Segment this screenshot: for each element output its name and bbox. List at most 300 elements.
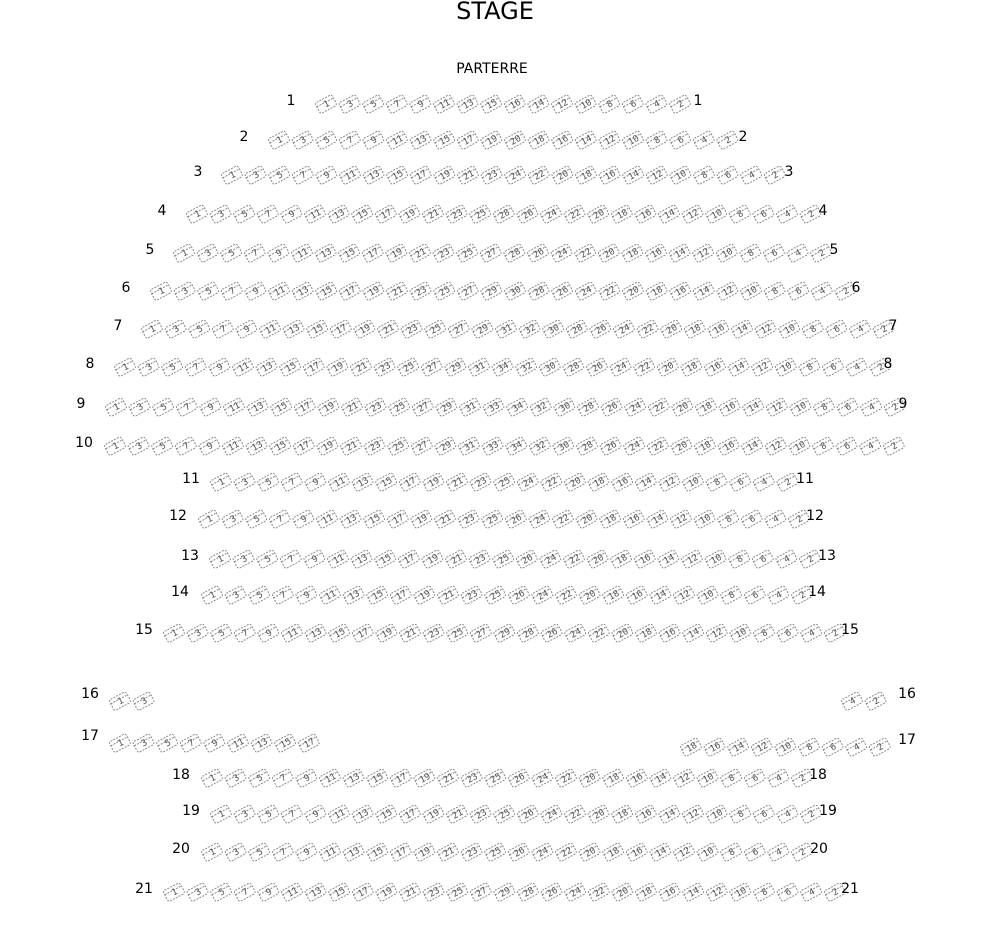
seat[interactable] — [456, 94, 478, 114]
seat[interactable] — [764, 509, 786, 529]
seat[interactable] — [720, 768, 742, 788]
seat[interactable] — [634, 204, 656, 224]
seat[interactable] — [849, 319, 871, 339]
seat[interactable] — [623, 509, 645, 529]
seat[interactable] — [508, 768, 530, 788]
seat[interactable] — [315, 281, 337, 301]
seat[interactable] — [385, 243, 407, 263]
seat[interactable] — [705, 204, 727, 224]
seat[interactable] — [272, 585, 294, 605]
seat[interactable] — [421, 549, 443, 569]
seat[interactable] — [233, 204, 255, 224]
seat[interactable] — [141, 319, 163, 339]
seat[interactable] — [156, 733, 178, 753]
seat[interactable] — [422, 472, 444, 492]
seat[interactable] — [813, 397, 835, 417]
seat[interactable] — [845, 737, 867, 757]
seat[interactable] — [161, 357, 183, 377]
seat[interactable] — [555, 585, 577, 605]
seat[interactable] — [599, 436, 621, 456]
seat[interactable] — [609, 357, 631, 377]
seat[interactable] — [315, 130, 337, 150]
seat[interactable] — [742, 397, 764, 417]
seat[interactable] — [729, 804, 751, 824]
seat[interactable] — [706, 882, 728, 902]
seat[interactable] — [388, 397, 410, 417]
seat[interactable] — [373, 357, 395, 377]
seat[interactable] — [268, 165, 290, 185]
seat[interactable] — [339, 165, 361, 185]
seat[interactable] — [327, 549, 349, 569]
seat[interactable] — [681, 204, 703, 224]
seat[interactable] — [412, 397, 434, 417]
seat[interactable] — [575, 130, 597, 150]
seat[interactable] — [328, 804, 350, 824]
seat[interactable] — [705, 472, 727, 492]
seat[interactable] — [574, 243, 596, 263]
seat[interactable] — [531, 585, 553, 605]
seat[interactable] — [660, 319, 682, 339]
seat[interactable] — [682, 882, 704, 902]
seat[interactable] — [186, 623, 208, 643]
seat[interactable] — [682, 472, 704, 492]
seat[interactable] — [720, 585, 742, 605]
seat[interactable] — [564, 472, 586, 492]
seat[interactable] — [657, 357, 679, 377]
seat[interactable] — [763, 281, 785, 301]
seat[interactable] — [390, 768, 412, 788]
seat[interactable] — [469, 472, 491, 492]
seat[interactable] — [504, 94, 526, 114]
seat[interactable] — [493, 472, 515, 492]
seat[interactable] — [268, 281, 290, 301]
seat[interactable] — [446, 804, 468, 824]
seat[interactable] — [303, 357, 325, 377]
seat[interactable] — [105, 397, 127, 417]
seat[interactable] — [530, 397, 552, 417]
seat[interactable] — [233, 472, 255, 492]
seat[interactable] — [657, 549, 679, 569]
seat[interactable] — [471, 319, 493, 339]
seat[interactable] — [658, 623, 680, 643]
seat[interactable] — [257, 882, 279, 902]
seat[interactable] — [693, 281, 715, 301]
seat[interactable] — [822, 357, 844, 377]
seat[interactable] — [410, 165, 432, 185]
seat[interactable] — [366, 585, 388, 605]
seat[interactable] — [176, 397, 198, 417]
seat[interactable] — [505, 509, 527, 529]
seat[interactable] — [753, 472, 775, 492]
seat[interactable] — [706, 623, 728, 643]
seat[interactable] — [515, 357, 537, 377]
seat[interactable] — [279, 357, 301, 377]
seat[interactable] — [413, 585, 435, 605]
seat[interactable] — [789, 397, 811, 417]
seat[interactable] — [232, 357, 254, 377]
seat[interactable] — [587, 804, 609, 824]
seat[interactable] — [859, 436, 881, 456]
seat[interactable] — [221, 281, 243, 301]
seat[interactable] — [186, 882, 208, 902]
seat[interactable] — [493, 804, 515, 824]
seat[interactable] — [517, 623, 539, 643]
seat[interactable] — [481, 436, 503, 456]
seat[interactable] — [209, 549, 231, 569]
seat[interactable] — [319, 585, 341, 605]
seat[interactable] — [578, 842, 600, 862]
seat[interactable] — [353, 319, 375, 339]
seat[interactable] — [163, 882, 185, 902]
seat[interactable] — [435, 397, 457, 417]
seat[interactable] — [527, 130, 549, 150]
seat[interactable] — [811, 281, 833, 301]
seat[interactable] — [409, 130, 431, 150]
seat[interactable] — [484, 842, 506, 862]
seat[interactable] — [716, 130, 738, 150]
seat[interactable] — [304, 472, 326, 492]
seat[interactable] — [574, 94, 596, 114]
seat[interactable] — [375, 804, 397, 824]
seat[interactable] — [366, 842, 388, 862]
seat[interactable] — [201, 842, 223, 862]
seat[interactable] — [493, 623, 515, 643]
seat[interactable] — [437, 585, 459, 605]
seat[interactable] — [578, 768, 600, 788]
seat[interactable] — [883, 436, 905, 456]
seat[interactable] — [680, 737, 702, 757]
seat[interactable] — [351, 804, 373, 824]
seat[interactable] — [257, 804, 279, 824]
seat[interactable] — [328, 882, 350, 902]
seat[interactable] — [765, 436, 787, 456]
seat[interactable] — [800, 623, 822, 643]
seat[interactable] — [316, 509, 338, 529]
seat[interactable] — [562, 357, 584, 377]
seat[interactable] — [363, 436, 385, 456]
seat[interactable] — [303, 549, 325, 569]
seat[interactable] — [551, 94, 573, 114]
seat[interactable] — [729, 623, 751, 643]
seat[interactable] — [636, 319, 658, 339]
seat[interactable] — [673, 768, 695, 788]
seat[interactable] — [613, 319, 635, 339]
seat[interactable] — [707, 319, 729, 339]
seat[interactable] — [563, 204, 585, 224]
seat[interactable] — [398, 549, 420, 569]
seat[interactable] — [386, 165, 408, 185]
seat[interactable] — [635, 623, 657, 643]
seat[interactable] — [553, 397, 575, 417]
seat[interactable] — [539, 357, 561, 377]
seat[interactable] — [255, 357, 277, 377]
seat[interactable] — [598, 281, 620, 301]
seat[interactable] — [704, 549, 726, 569]
seat[interactable] — [413, 842, 435, 862]
seat[interactable] — [338, 243, 360, 263]
seat[interactable] — [210, 882, 232, 902]
seat[interactable] — [575, 281, 597, 301]
seat[interactable] — [448, 319, 470, 339]
seat[interactable] — [775, 357, 797, 377]
seat[interactable] — [210, 804, 232, 824]
seat[interactable] — [433, 281, 455, 301]
seat[interactable] — [531, 842, 553, 862]
seat[interactable] — [696, 585, 718, 605]
seat[interactable] — [788, 436, 810, 456]
seat[interactable] — [588, 623, 610, 643]
seat[interactable] — [224, 842, 246, 862]
seat[interactable] — [128, 397, 150, 417]
seat[interactable] — [626, 842, 648, 862]
seat[interactable] — [540, 472, 562, 492]
seat[interactable] — [468, 357, 490, 377]
seat[interactable] — [506, 397, 528, 417]
seat[interactable] — [752, 204, 774, 224]
seat[interactable] — [338, 94, 360, 114]
seat[interactable] — [374, 549, 396, 569]
seat[interactable] — [602, 842, 624, 862]
seat[interactable] — [599, 509, 621, 529]
seat[interactable] — [552, 436, 574, 456]
seat[interactable] — [109, 691, 131, 711]
seat[interactable] — [363, 509, 385, 529]
seat[interactable] — [437, 842, 459, 862]
seat[interactable] — [860, 397, 882, 417]
seat[interactable] — [751, 357, 773, 377]
seat[interactable] — [731, 319, 753, 339]
seat[interactable] — [341, 397, 363, 417]
seat[interactable] — [362, 130, 384, 150]
seat[interactable] — [634, 549, 656, 569]
seat[interactable] — [339, 281, 361, 301]
seat[interactable] — [798, 737, 820, 757]
seat[interactable] — [282, 319, 304, 339]
seat[interactable] — [598, 130, 620, 150]
seat[interactable] — [529, 436, 551, 456]
seat[interactable] — [776, 204, 798, 224]
seat[interactable] — [227, 733, 249, 753]
seat[interactable] — [185, 357, 207, 377]
seat[interactable] — [232, 549, 254, 569]
seat[interactable] — [212, 319, 234, 339]
seat[interactable] — [304, 804, 326, 824]
seat[interactable] — [528, 165, 550, 185]
seat[interactable] — [552, 509, 574, 529]
seat[interactable] — [342, 585, 364, 605]
seat[interactable] — [527, 94, 549, 114]
seat[interactable] — [480, 281, 502, 301]
seat[interactable] — [224, 585, 246, 605]
seat[interactable] — [104, 436, 126, 456]
seat[interactable] — [864, 691, 886, 711]
seat[interactable] — [132, 733, 154, 753]
seat[interactable] — [223, 397, 245, 417]
seat[interactable] — [480, 130, 502, 150]
seat[interactable] — [517, 882, 539, 902]
seat[interactable] — [362, 281, 384, 301]
seat[interactable] — [409, 281, 431, 301]
seat[interactable] — [400, 319, 422, 339]
seat[interactable] — [673, 585, 695, 605]
seat[interactable] — [563, 549, 585, 569]
seat[interactable] — [531, 768, 553, 788]
seat[interactable] — [351, 472, 373, 492]
seat[interactable] — [203, 733, 225, 753]
seat[interactable] — [375, 204, 397, 224]
seat[interactable] — [517, 472, 539, 492]
seat[interactable] — [717, 436, 739, 456]
seat[interactable] — [457, 509, 479, 529]
seat[interactable] — [739, 243, 761, 263]
seat[interactable] — [598, 165, 620, 185]
seat[interactable] — [457, 281, 479, 301]
seat[interactable] — [186, 204, 208, 224]
seat[interactable] — [668, 243, 690, 263]
seat[interactable] — [753, 623, 775, 643]
seat[interactable] — [542, 319, 564, 339]
seat[interactable] — [787, 281, 809, 301]
seat[interactable] — [274, 733, 296, 753]
seat[interactable] — [422, 204, 444, 224]
seat[interactable] — [152, 397, 174, 417]
seat[interactable] — [340, 436, 362, 456]
seat[interactable] — [208, 357, 230, 377]
seat[interactable] — [132, 691, 154, 711]
seat[interactable] — [470, 882, 492, 902]
seat[interactable] — [602, 768, 624, 788]
seat[interactable] — [635, 882, 657, 902]
seat[interactable] — [457, 130, 479, 150]
seat[interactable] — [164, 319, 186, 339]
seat[interactable] — [516, 549, 538, 569]
seat[interactable] — [645, 94, 667, 114]
seat[interactable] — [669, 130, 691, 150]
seat[interactable] — [753, 804, 775, 824]
seat[interactable] — [444, 357, 466, 377]
seat[interactable] — [492, 549, 514, 569]
seat[interactable] — [602, 585, 624, 605]
seat[interactable] — [233, 804, 255, 824]
seat[interactable] — [669, 94, 691, 114]
seat[interactable] — [433, 94, 455, 114]
seat[interactable] — [821, 737, 843, 757]
seat[interactable] — [386, 94, 408, 114]
seat[interactable] — [729, 472, 751, 492]
seat[interactable] — [387, 509, 409, 529]
seat[interactable] — [587, 472, 609, 492]
seat[interactable] — [244, 165, 266, 185]
seat[interactable] — [540, 623, 562, 643]
seat[interactable] — [295, 585, 317, 605]
seat[interactable] — [753, 882, 775, 902]
seat[interactable] — [623, 436, 645, 456]
seat[interactable] — [727, 737, 749, 757]
seat[interactable] — [693, 165, 715, 185]
seat[interactable] — [292, 165, 314, 185]
seat[interactable] — [235, 319, 257, 339]
seat[interactable] — [210, 472, 232, 492]
seat[interactable] — [622, 94, 644, 114]
seat[interactable] — [201, 768, 223, 788]
seat[interactable] — [294, 397, 316, 417]
seat[interactable] — [589, 319, 611, 339]
seat[interactable] — [422, 804, 444, 824]
seat[interactable] — [774, 737, 796, 757]
seat[interactable] — [421, 357, 443, 377]
seat[interactable] — [504, 130, 526, 150]
seat[interactable] — [281, 804, 303, 824]
seat[interactable] — [445, 549, 467, 569]
seat[interactable] — [575, 509, 597, 529]
seat[interactable] — [362, 243, 384, 263]
seat[interactable] — [551, 281, 573, 301]
seat[interactable] — [540, 882, 562, 902]
seat[interactable] — [680, 357, 702, 377]
seat[interactable] — [564, 882, 586, 902]
seat[interactable] — [386, 130, 408, 150]
seat[interactable] — [390, 585, 412, 605]
seat[interactable] — [397, 357, 419, 377]
seat[interactable] — [717, 509, 739, 529]
seat[interactable] — [390, 842, 412, 862]
seat[interactable] — [684, 319, 706, 339]
seat[interactable] — [386, 281, 408, 301]
seat[interactable] — [319, 768, 341, 788]
seat[interactable] — [460, 842, 482, 862]
seat[interactable] — [518, 319, 540, 339]
seat[interactable] — [246, 397, 268, 417]
seat[interactable] — [306, 319, 328, 339]
seat[interactable] — [744, 585, 766, 605]
seat[interactable] — [484, 768, 506, 788]
seat[interactable] — [292, 509, 314, 529]
seat[interactable] — [319, 842, 341, 862]
seat[interactable] — [598, 243, 620, 263]
seat[interactable] — [399, 623, 421, 643]
seat[interactable] — [635, 472, 657, 492]
seat[interactable] — [669, 281, 691, 301]
seat[interactable] — [517, 804, 539, 824]
seat[interactable] — [621, 243, 643, 263]
seat[interactable] — [224, 768, 246, 788]
seat[interactable] — [586, 357, 608, 377]
seat[interactable] — [409, 243, 431, 263]
seat[interactable] — [280, 204, 302, 224]
seat[interactable] — [481, 509, 503, 529]
seat[interactable] — [434, 509, 456, 529]
seat[interactable] — [658, 472, 680, 492]
seat[interactable] — [245, 509, 267, 529]
seat[interactable] — [716, 165, 738, 185]
seat[interactable] — [575, 165, 597, 185]
seat[interactable] — [740, 281, 762, 301]
seat[interactable] — [754, 319, 776, 339]
seat[interactable] — [315, 165, 337, 185]
seat[interactable] — [729, 204, 751, 224]
seat[interactable] — [493, 204, 515, 224]
seat[interactable] — [339, 130, 361, 150]
seat[interactable] — [342, 768, 364, 788]
seat[interactable] — [869, 737, 891, 757]
seat[interactable] — [646, 509, 668, 529]
seat[interactable] — [508, 842, 530, 862]
seat[interactable] — [671, 397, 693, 417]
seat[interactable] — [221, 509, 243, 529]
seat[interactable] — [257, 623, 279, 643]
seat[interactable] — [411, 436, 433, 456]
seat[interactable] — [422, 623, 444, 643]
